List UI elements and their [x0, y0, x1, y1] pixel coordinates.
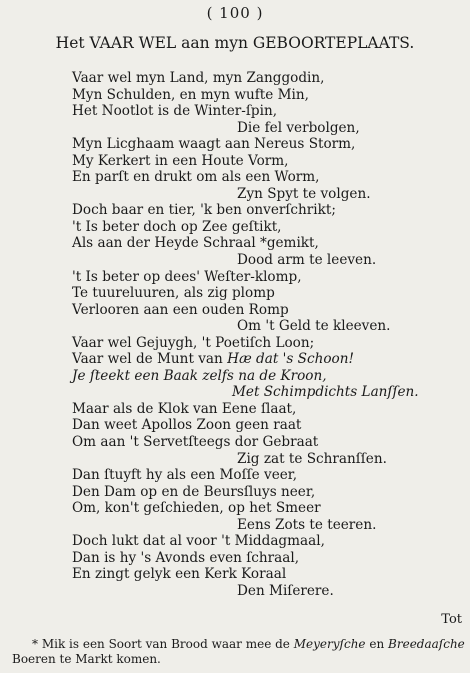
- verse-line: Dan ſtuyft hy als een Moſſe veer,: [72, 467, 298, 484]
- footnote-line: Boeren te Markt komen.: [12, 652, 161, 666]
- verse-line: Als aan der Heyde Schraal *gemikt,: [72, 235, 319, 252]
- verse-line: Maar als de Klok van Eene ſlaat,: [72, 400, 297, 417]
- verse-line: Om aan 't Servetſteegs dor Gebraat: [72, 434, 319, 451]
- poem-verse: [72, 70, 432, 600]
- verse-line: Eens Zots te teeren.: [237, 516, 377, 533]
- verse-line: Den Miſerere.: [237, 582, 334, 599]
- verse-line: Dan is hy 's Avonds even ſchraal,: [72, 549, 300, 566]
- verse-line: Vaar wel Gejuygh, 't Poetiſch Loon;: [72, 334, 315, 351]
- footnote: [12, 637, 467, 667]
- verse-line: Je ſteekt een Baak zelfs na de Kroon,: [72, 367, 327, 384]
- verse-line: Zig zat te Schranſſen.: [237, 450, 387, 467]
- verse-line: Vaar wel de Munt van Hæ dat 's Schoon!: [72, 351, 354, 368]
- verse-line: Myn Licghaam waagt aan Nereus Storm,: [72, 136, 356, 153]
- verse-line: Het Nootlot is de Winter-ſpin,: [72, 103, 278, 120]
- verse-line: 't Is beter op dees' Weſter-klomp,: [72, 268, 302, 285]
- verse-line: Om, kon't geſchieden, op het Smeer: [72, 500, 321, 517]
- verse-line: Zyn Spyt te volgen.: [237, 185, 371, 202]
- verse-line: En parſt en drukt om als een Worm,: [72, 169, 320, 186]
- verse-line: Myn Schulden, en myn wufte Min,: [72, 86, 309, 103]
- verse-line: Den Dam op en de Beursſluys neer,: [72, 483, 316, 500]
- verse-line: Dan weet Apollos Zoon geen raat: [72, 417, 302, 434]
- page-number: ( 100 ): [206, 4, 264, 22]
- verse-line: Met Schimpdichts Lanſſen.: [232, 384, 419, 401]
- verse-line: Doch baar en tier, 'k ben onverſchrikt;: [72, 202, 336, 219]
- verse-line: Verlooren aan een ouden Romp: [72, 301, 289, 318]
- verse-line: En zingt gelyk een Kerk Koraal: [72, 566, 287, 583]
- verse-line: Die fel verbolgen,: [237, 119, 360, 136]
- verse-line: 't Is beter doch op Zee geſtikt,: [72, 218, 282, 235]
- verse-line: Doch lukt dat al voor 't Middagmaal,: [72, 533, 325, 550]
- verse-line: Te tuureluuren, als zig plomp: [72, 285, 275, 302]
- verse-line: Dood arm te leeven.: [237, 252, 377, 269]
- verse-line: My Kerkert in een Houte Vorm,: [72, 152, 289, 169]
- footnote-line: * Mik is een Soort van Brood waar mee de Meyeryſche en Breedaaſche: [32, 637, 465, 651]
- verse-line: Om 't Geld te kleeven.: [237, 318, 391, 335]
- verse-line: Vaar wel myn Land, myn Zanggodin,: [72, 70, 325, 86]
- catchword: Tot: [441, 612, 462, 627]
- poem-title: Het VAAR WEL aan myn GEBOORTEPLAATS.: [55, 34, 415, 52]
